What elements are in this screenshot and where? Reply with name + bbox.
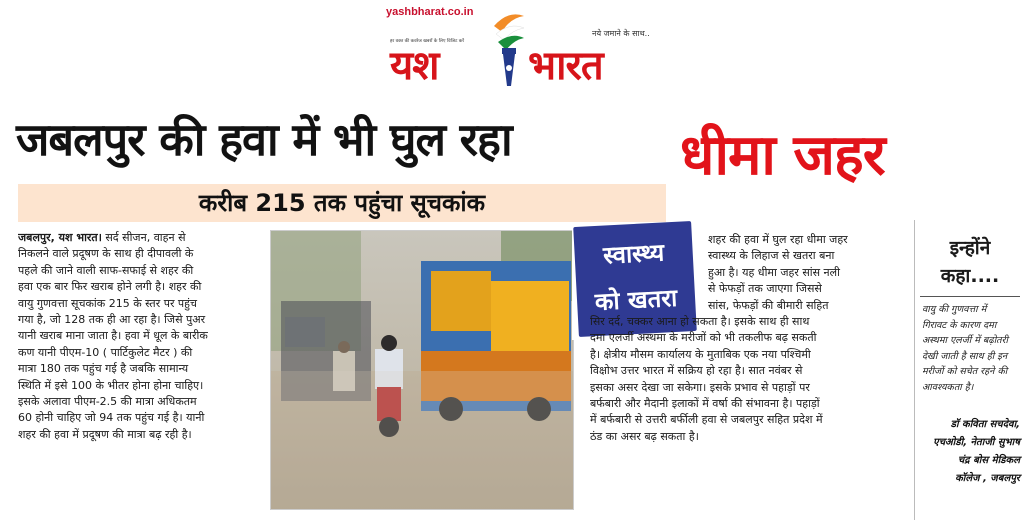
- headline: जबलपुर की हवा में भी घुल रहा: [16, 113, 512, 166]
- article-line: दमा एलर्जी अस्थमा के मरीजों को भी तकलीफ बढ़ सकती: [590, 331, 817, 345]
- subheadline-bar: [18, 184, 666, 222]
- expert-quote: [922, 302, 1020, 395]
- article-line: सांस, फेफड़ों की बीमारी सहित: [708, 298, 829, 312]
- article-line: स्थिति में इसे 100 के भीतर होना होना चाहिए।: [18, 378, 204, 392]
- quote-attribution: [922, 416, 1020, 488]
- article-line: हुआ है। यह धीमा जहर सांस नली: [708, 265, 840, 279]
- hazy-road-photo: [271, 231, 574, 510]
- quote-line: गिरावट के कारण दमा: [922, 319, 997, 331]
- masthead-tagline-small: हर वक्त की कवरेज खबरों के लिए विजिट करें: [390, 39, 465, 44]
- sidebar-title-line1: इन्होंने: [949, 237, 991, 259]
- sidebar-divider: [914, 220, 915, 520]
- article-line: से फेफड़ों तक जाएगा जिससे: [708, 282, 822, 296]
- sidebar-title-line2: कहा....: [940, 265, 1000, 287]
- headline-accent: धीमा जहर: [680, 123, 885, 188]
- logo-text-left: यश: [390, 43, 439, 89]
- badge-text-line2: को खतरा: [594, 283, 678, 317]
- attribution-line: चंद्र बोस मेडिकल: [957, 455, 1020, 466]
- quote-line: आवश्यकता है।: [922, 381, 974, 393]
- article-line: पहले की जाने वाली साफ-सफाई से शहर की: [18, 263, 194, 277]
- article-column-left: [18, 230, 264, 520]
- article-line: बर्फबारी और मैदानी इलाकों में वर्षा की संभावना है। पहाड़ों: [590, 397, 820, 411]
- article-line: शहर की हवा में घुल रहा धीमा जहर: [708, 233, 848, 246]
- article-line: यानी खराब माना जाता है। हवा में धूल के बारीक: [18, 329, 208, 343]
- article-line: है। क्षेत्रीय मौसम कार्यालय के मुताबिक एक नया पश्चिमी: [590, 347, 811, 361]
- newspaper-logo: [386, 44, 682, 88]
- quote-line: अस्थमा एलर्जी में बढ़ोतरी: [922, 335, 1008, 346]
- article-line: कण यानी पीएम-10 ( पार्टिकुलेट मैटर ) की: [18, 345, 193, 359]
- quote-line: वायु की गुणवत्ता में: [922, 304, 987, 315]
- article-line: स्वास्थ्य के लिहाज से खतरा बना: [708, 249, 835, 263]
- quote-line: मरीजों को सचेत रहने की: [922, 366, 1008, 377]
- news-photo: [270, 230, 574, 510]
- article-line: निकलने वाले प्रदूषण के साथ ही दीपावली के: [18, 247, 194, 261]
- article-line: शहर की हवा में प्रदूषण की मात्रा बढ़ रही है।: [18, 427, 192, 441]
- masthead: [386, 4, 682, 88]
- badge-text-line1: स्वास्थ्य: [602, 238, 665, 270]
- sidebar-title: [922, 234, 1018, 290]
- article-column-middle: [590, 232, 910, 522]
- attribution-line: कॉलेज , जबलपुर: [955, 473, 1020, 484]
- quote-line: देखी जाती है साथ ही इन: [922, 350, 1008, 362]
- article-line: मात्रा 180 तक पहुंच गई है जबकि सामान्य: [18, 362, 189, 376]
- article-line: सिर दर्द, चक्कर आना हो सकता है। इसके साथ ही साथ: [590, 315, 810, 329]
- article-line: हवा एक बार फिर खराब होने लगी है। शहर की: [18, 280, 202, 294]
- article-line: इसके अलावा पीएम-2.5 की मात्रा अधिकतम: [18, 395, 197, 409]
- article-line: इसका असर देखा जा सकेगा। इसके प्रभाव से पहाड़ों पर: [590, 380, 810, 394]
- article-line: गया है, जो 128 तक ही आ रहा है। जिसे पुअर: [18, 313, 206, 327]
- attribution-line: डॉ कविता सचदेवा,: [950, 419, 1020, 430]
- article-line: ठंड का असर बढ़ सकता है।: [590, 429, 699, 443]
- site-url: yashbharat.co.in: [386, 6, 474, 18]
- article-line: विक्षोभ उत्तर भारत में सक्रिय हो रहा है। सात नवंबर से: [590, 364, 803, 378]
- article-line: वायु गुणवत्ता सूचकांक 215 के स्तर पर पहुंच: [18, 296, 198, 310]
- sidebar-rule: [920, 296, 1020, 297]
- masthead-tagline: नये जमाने के साथ..: [592, 29, 650, 38]
- dateline: जबलपुर, यश भारत।: [18, 231, 102, 244]
- logo-text-right: भारत: [528, 43, 603, 89]
- article-line: 60 होनी चाहिए जो 94 तक पहुंच गई है। यानी: [18, 411, 205, 425]
- article-line: जबलपुर, यश भारत। सर्द सीजन, वाहन से: [18, 231, 186, 244]
- attribution-line: एचओडी, नेताजी सुभाष: [933, 437, 1020, 448]
- subheadline: करीब 215 तक पहुंचा सूचकांक: [198, 189, 486, 217]
- article-line: में बर्फबारी से उत्तरी बर्फीली हवा से जबलपुर सहित प्रदेश में: [590, 413, 823, 427]
- torch-icon: [490, 10, 526, 90]
